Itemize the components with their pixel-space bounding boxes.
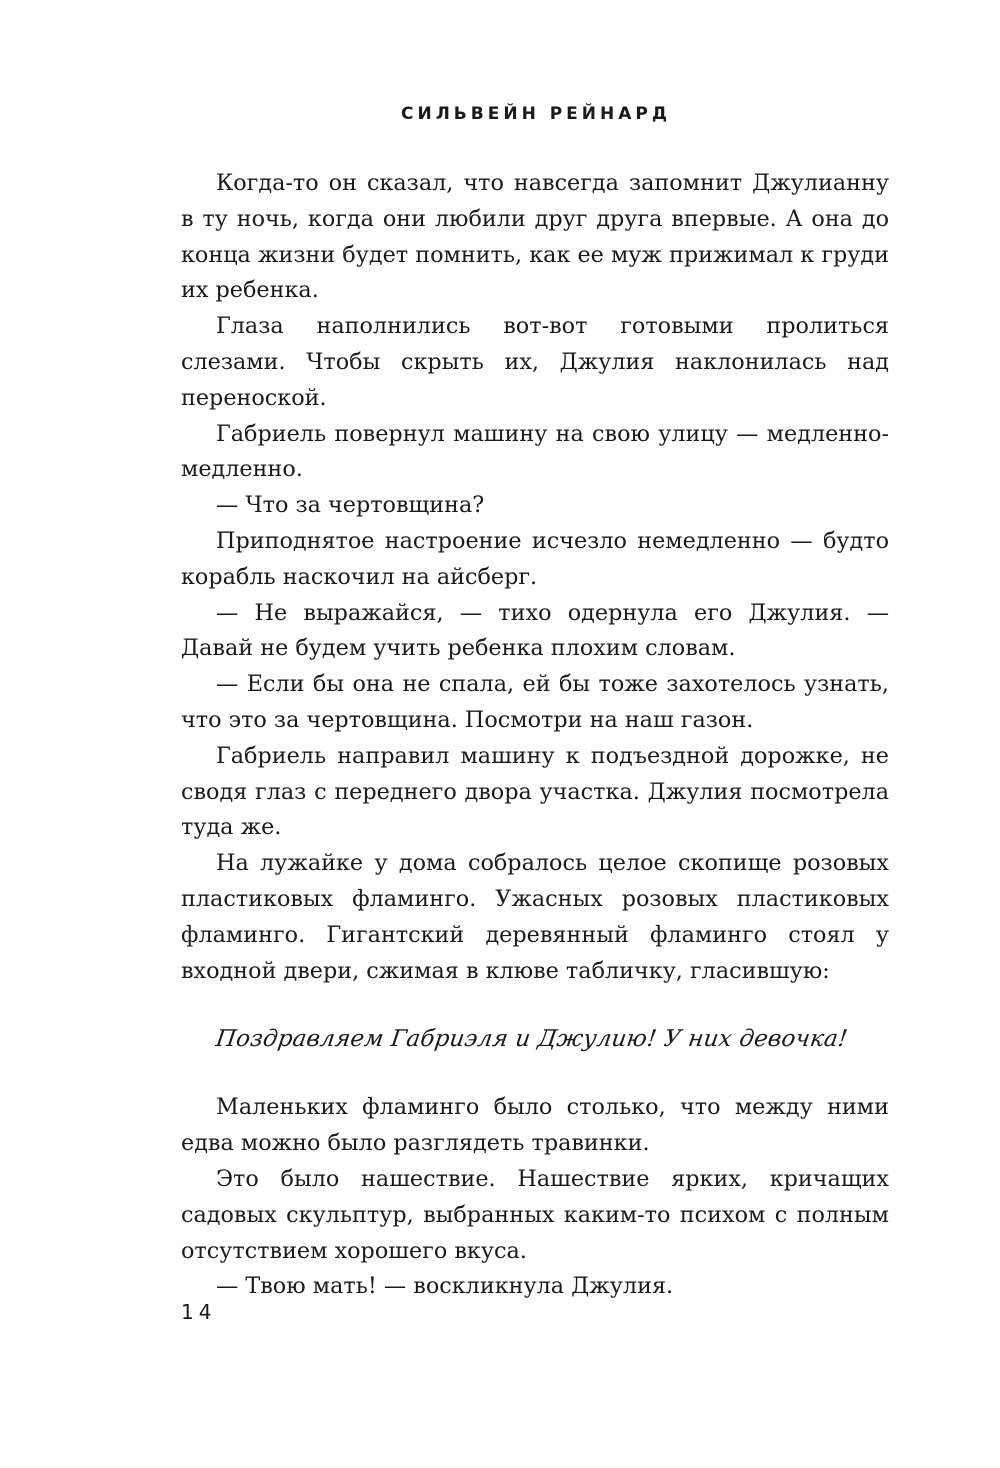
sign-text: Поздравляем Габриэля и Джулию! У них девочка! bbox=[214, 1026, 850, 1053]
page-number: 14 bbox=[181, 1300, 217, 1324]
running-head: СИЛЬВЕЙН РЕЙНАРД bbox=[400, 104, 671, 124]
paragraph: Приподнятое настроение исчезло немедленно — будто корабль наскочил на айсберг. bbox=[181, 527, 889, 590]
paragraph: Габриель направил машину к подъездной дорожке, не сводя глаз с переднего двора участка. Джулия посмотрела туда же. bbox=[181, 742, 889, 841]
paragraph: Маленьких фламинго было столько, что между ними едва можно было разглядеть травинки. bbox=[181, 1094, 889, 1157]
paragraph: — Если бы она не спала, ей бы тоже захотелось узнать, что это за чертовщина. Посмотри на наш газон. bbox=[181, 671, 889, 733]
paragraph: Габриель повернул машину на свою улицу — медленно-медленно. bbox=[181, 420, 889, 483]
body-text bbox=[181, 166, 889, 1305]
paragraph: На лужайке у дома собралось целое скопище розовых пластиковых фламинго. Ужасных розовых пластиковых фламинго. Гигантский деревянный фламинго стоял у входной двери, сжимая в клюве табличку, гласившую: bbox=[181, 850, 889, 984]
paragraph: — Твою мать! — воскликнула Джулия. bbox=[216, 1273, 674, 1300]
paragraph: Когда-то он сказал, что навсегда запомнит Джулианну в ту ночь, когда они любили друг друга впервые. А она до конца жизни будет помнить, как ее муж прижимал к груди их ребенка. bbox=[181, 170, 889, 304]
paragraph: Это было нашествие. Нашествие ярких, кричащих садовых скульптур, выбранных каким-то психом с полным отсутствием хорошего вкуса. bbox=[181, 1165, 889, 1264]
paragraph: Глаза наполнились вот-вот готовыми пролиться слезами. Чтобы скрыть их, Джулия наклонилась над переноской. bbox=[181, 313, 889, 411]
paragraph: — Не выражайся, — тихо одернула его Джулия. — Давай не будем учить ребенка плохим словам. bbox=[181, 599, 889, 662]
paragraph: — Что за чертовщина? bbox=[216, 492, 485, 519]
